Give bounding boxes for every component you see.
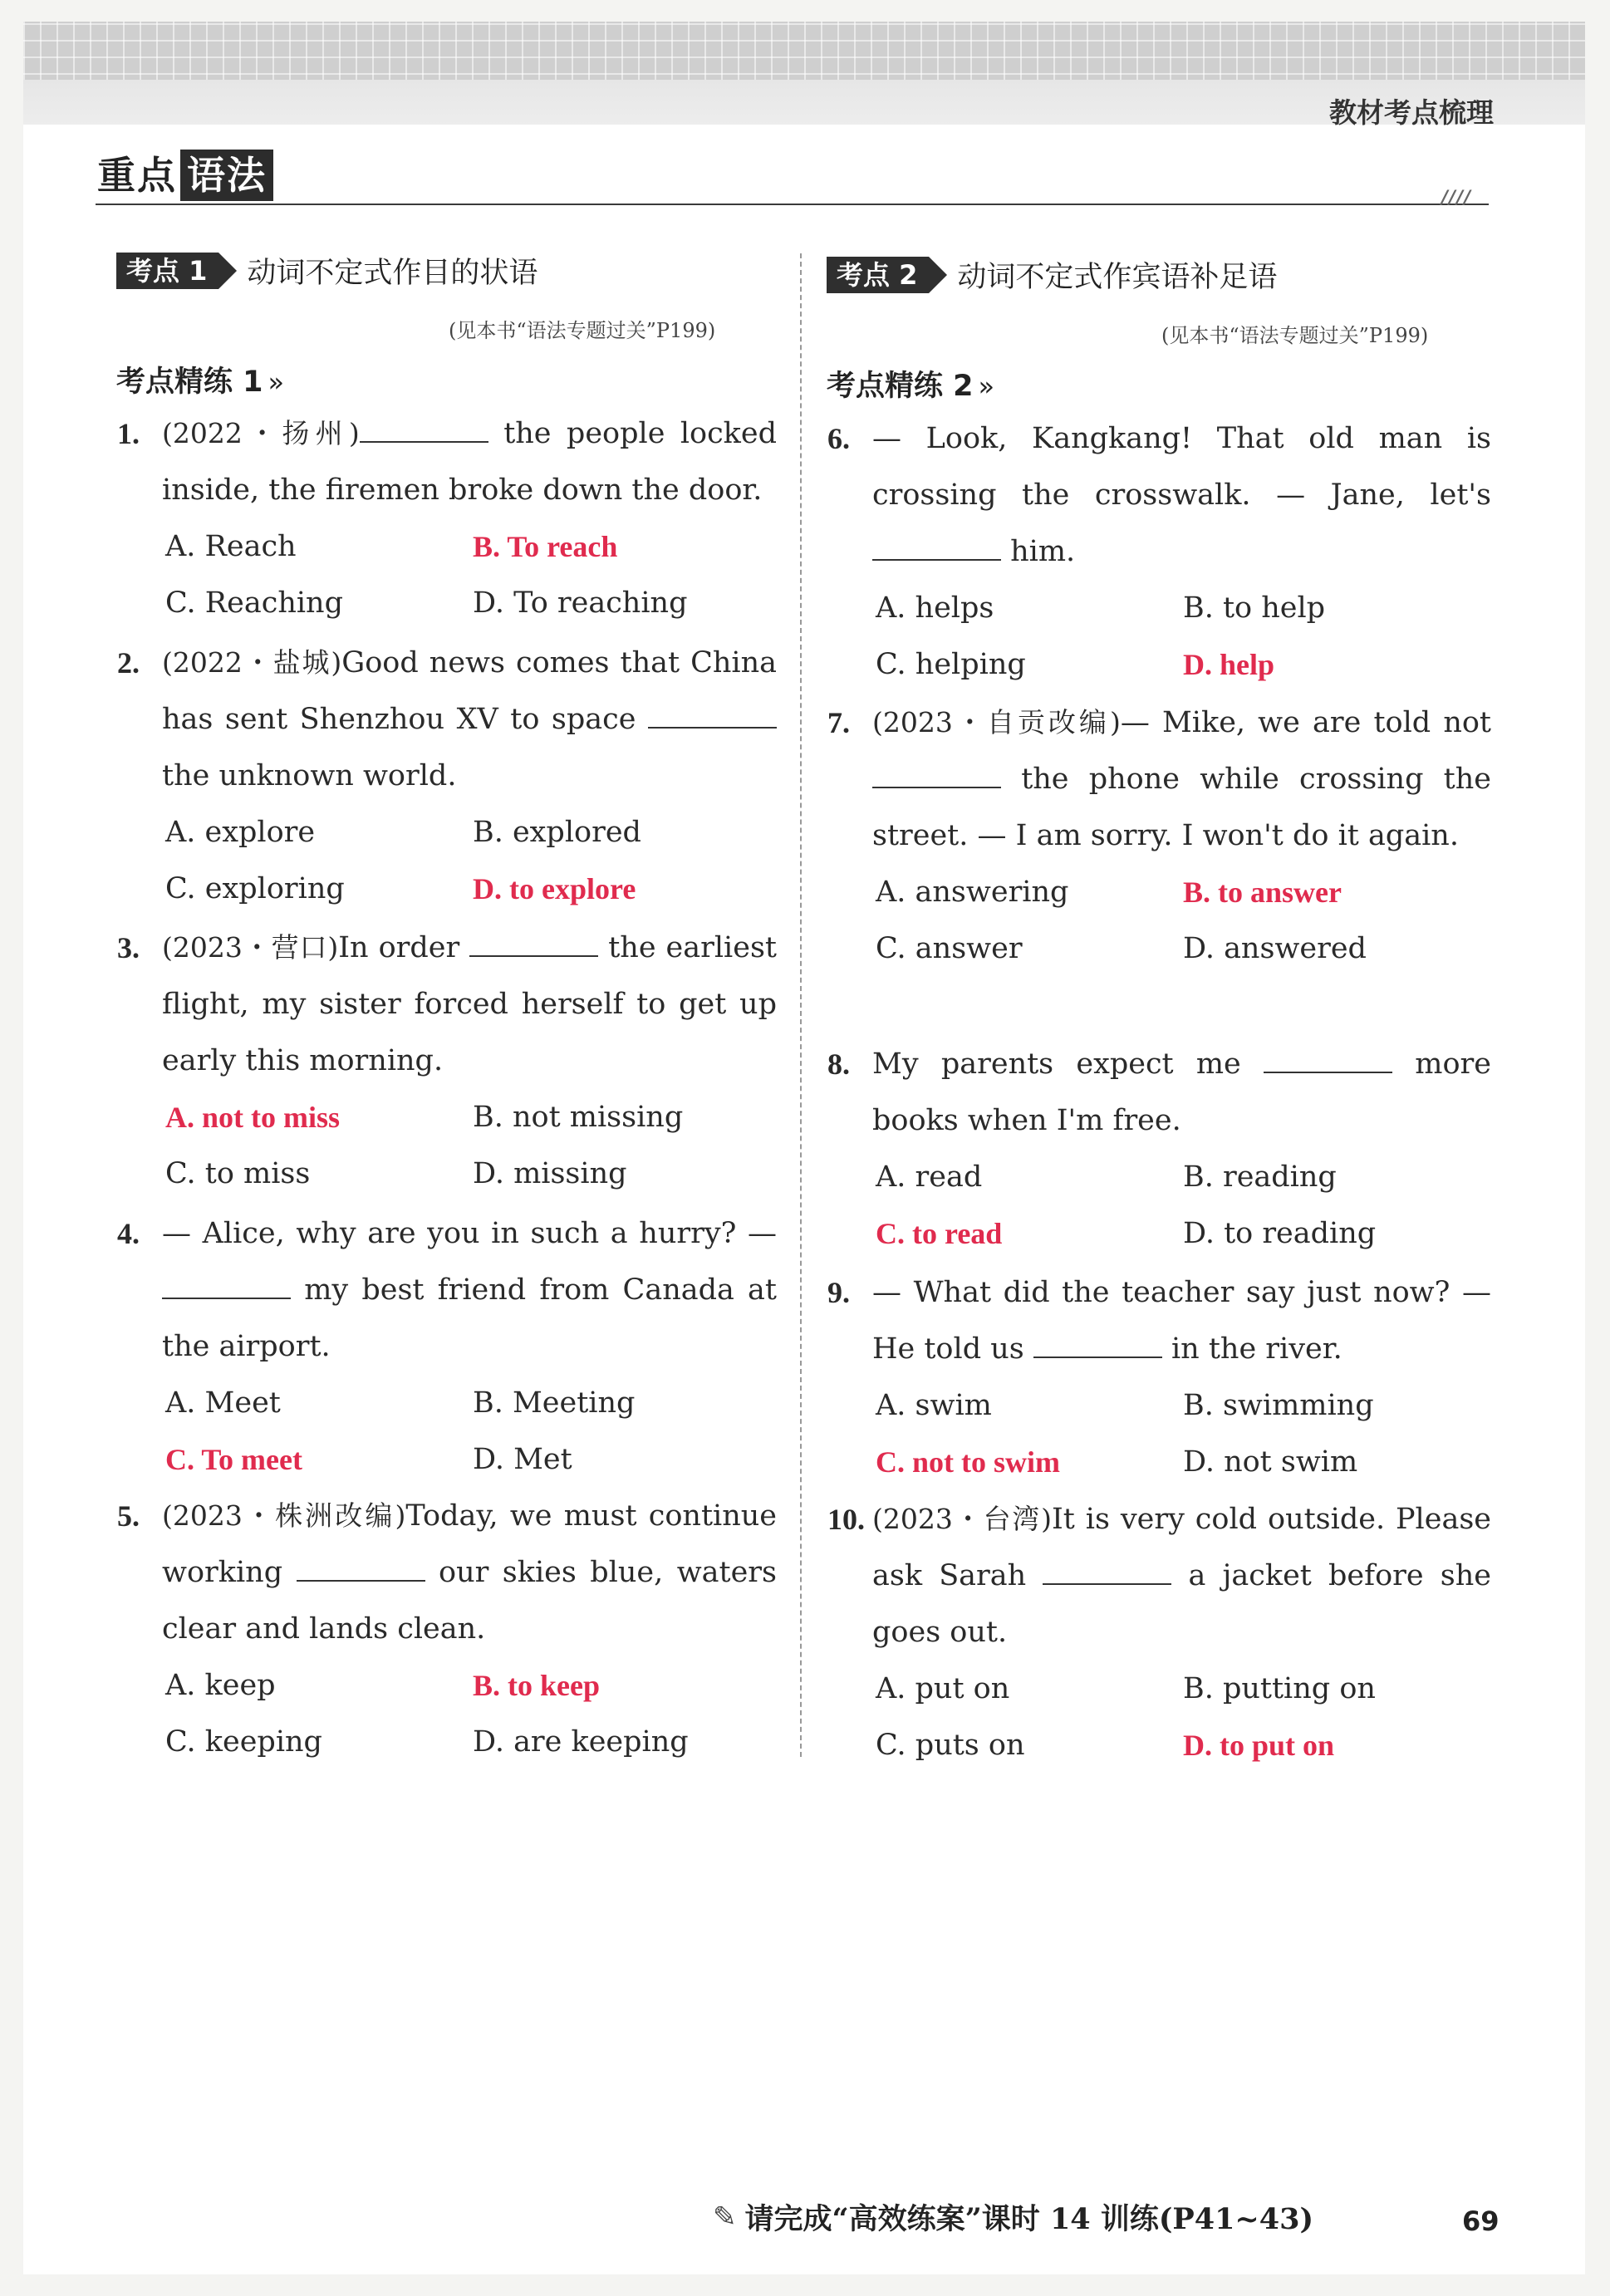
option: D. are keeping <box>473 1725 689 1759</box>
question-text-end: more books when I'm free. <box>872 1047 1491 1137</box>
question-stem <box>162 920 777 1089</box>
question-number: 10. <box>827 1503 865 1536</box>
header-label: 教材考点梳理 <box>1329 96 1494 129</box>
question-number: 8. <box>827 1047 850 1081</box>
option: B. swimming <box>1183 1389 1374 1422</box>
option: D. missing <box>473 1157 627 1190</box>
question-source: (2023・台湾) <box>872 1503 1052 1535</box>
question-source: (2023・株洲改编) <box>162 1499 406 1532</box>
option: B. to help <box>1183 591 1326 625</box>
option: D. answered <box>1183 932 1367 965</box>
left-topic-header <box>116 252 537 290</box>
question-number: 4. <box>117 1217 140 1250</box>
question-text-end: our skies blue, waters clear and lands clean. <box>162 1556 777 1646</box>
double-chevron-icon: » <box>268 366 285 398</box>
correct-option: C. To meet <box>165 1443 302 1476</box>
question-stem <box>162 405 777 518</box>
question-stem <box>872 1036 1491 1149</box>
option: A. explore <box>165 816 316 849</box>
question-stem <box>872 410 1491 580</box>
question-number: 9. <box>827 1276 850 1309</box>
left-topic-title: 动词不定式作目的状语 <box>247 257 538 290</box>
answer-blank <box>1264 1047 1392 1073</box>
option: C. exploring <box>165 872 345 905</box>
question-stem <box>162 1205 777 1375</box>
left-reference: (见本书“语法专题过关”P199) <box>449 319 716 342</box>
right-practice-heading <box>827 363 994 405</box>
option: A. read <box>876 1160 983 1194</box>
option: D. not swim <box>1183 1445 1358 1479</box>
correct-option: A. not to miss <box>165 1101 341 1134</box>
question-item <box>117 1205 777 1488</box>
question-text-end: in the river. <box>1161 1332 1342 1366</box>
answer-blank <box>360 416 488 443</box>
option: D. to reading <box>1183 1217 1377 1250</box>
option: D. To reaching <box>473 586 688 620</box>
column-divider <box>800 253 802 1757</box>
question-item <box>827 410 1491 693</box>
option: A. answering <box>876 876 1069 909</box>
left-practice-label: 考点精练 1 <box>116 365 263 399</box>
question-text-end: the unknown world. <box>162 759 457 792</box>
question-number: 5. <box>117 1499 140 1533</box>
right-topic-header <box>827 256 1277 294</box>
question-item <box>827 1264 1491 1490</box>
question-text-start: — Look, Kangkang! That old man is crossing the crosswalk. — Jane, let's <box>872 422 1491 512</box>
question-stem <box>162 1488 777 1657</box>
left-topic-tag: 考点 1 <box>116 253 218 289</box>
answer-blank <box>872 534 1001 561</box>
section-rule-marks: //// <box>1441 188 1472 209</box>
answer-blank <box>1043 1558 1171 1585</box>
question-text-end: my best friend from Canada at the airport. <box>162 1273 777 1363</box>
correct-option: D. to explore <box>473 872 636 905</box>
option: B. explored <box>473 816 641 849</box>
option-grid <box>162 1657 777 1770</box>
question-source: (2023・营口) <box>162 931 339 964</box>
option: C. to miss <box>165 1157 311 1190</box>
option: C. Reaching <box>165 586 343 620</box>
option: B. not missing <box>473 1101 684 1134</box>
option: C. answer <box>876 932 1023 965</box>
section-title <box>96 150 273 201</box>
question-number: 3. <box>117 931 140 964</box>
question-stem <box>872 1491 1491 1661</box>
question-text-start: — Alice, why are you in such a hurry? — <box>162 1217 777 1250</box>
question-text-start: — Mike, we are told not <box>1120 706 1492 739</box>
footer-note <box>713 2196 1313 2238</box>
question-stem <box>872 694 1491 864</box>
option: A. keep <box>165 1669 276 1702</box>
question-stem <box>162 635 777 804</box>
option-grid <box>162 804 777 917</box>
question-number: 7. <box>827 706 850 739</box>
option-grid <box>872 580 1491 693</box>
option: B. Meeting <box>473 1386 636 1420</box>
right-topic-title: 动词不定式作宾语补足语 <box>957 261 1278 294</box>
option-grid <box>872 1377 1491 1490</box>
option: A. Reach <box>165 530 297 563</box>
option-grid <box>162 518 777 631</box>
footer-text: 请完成“高效练案”课时 14 训练(P41~43) <box>744 2202 1314 2236</box>
option-grid <box>162 1375 777 1488</box>
question-number: 6. <box>827 422 850 455</box>
question-text-start: Today, we must continue working <box>162 1499 778 1589</box>
question-item <box>827 1036 1491 1262</box>
option: C. puts on <box>876 1729 1025 1762</box>
answer-blank <box>162 1273 291 1299</box>
option-grid <box>872 864 1491 977</box>
question-text-end: him. <box>1001 535 1076 568</box>
question-number: 1. <box>117 417 140 450</box>
option: C. helping <box>876 648 1026 681</box>
question-text-start: Good news comes that China has sent Shenzhou XV to space <box>162 646 778 736</box>
pen-icon: ✎ <box>713 2200 737 2234</box>
option: A. helps <box>876 591 994 625</box>
question-source: (2022・盐城) <box>162 646 342 679</box>
option: B. reading <box>1183 1160 1337 1194</box>
question-item <box>117 635 778 917</box>
answer-blank <box>1033 1332 1162 1358</box>
option: A. Meet <box>165 1386 281 1420</box>
correct-option: B. to keep <box>473 1669 600 1702</box>
correct-option: B. to answer <box>1183 876 1342 909</box>
question-text-start: It is very cold outside. Please ask Sarah <box>872 1503 1492 1592</box>
question-item <box>117 405 778 631</box>
answer-blank <box>297 1555 425 1582</box>
option-grid <box>162 1089 777 1202</box>
question-text-start: In order <box>338 931 470 964</box>
right-topic-tag: 考点 2 <box>827 257 929 293</box>
question-item <box>117 920 777 1202</box>
option: C. keeping <box>165 1725 322 1759</box>
section-title-light: 重点 <box>97 153 177 198</box>
section-rule <box>96 204 1489 205</box>
question-text-end: a jacket before she goes out. <box>872 1559 1491 1649</box>
question-text-end: the people locked inside, the firemen broke down the door. <box>162 417 778 507</box>
question-item <box>117 1488 778 1770</box>
answer-blank <box>872 762 1001 788</box>
question-item <box>827 694 1492 977</box>
right-practice-label: 考点精练 2 <box>827 370 974 403</box>
answer-blank <box>648 702 777 729</box>
option: D. Met <box>473 1443 572 1476</box>
left-practice-heading <box>116 359 284 400</box>
correct-option: C. not to swim <box>876 1445 1060 1479</box>
question-item <box>827 1491 1492 1774</box>
option-grid <box>872 1661 1491 1774</box>
question-number: 2. <box>117 646 140 679</box>
question-source: (2023・自贡改编) <box>872 706 1121 738</box>
question-text-end: the phone while crossing the street. — I am sorry. I won't do it again. <box>872 763 1491 852</box>
option: A. swim <box>876 1389 992 1422</box>
page-number: 69 <box>1462 2205 1500 2237</box>
right-reference: (见本书“语法专题过关”P199) <box>1161 324 1429 347</box>
question-text-end: the earliest flight, my sister forced herself to get up early this morning. <box>162 931 777 1077</box>
correct-option: D. to put on <box>1183 1729 1335 1762</box>
question-text-start: My parents expect me <box>872 1047 1264 1081</box>
double-chevron-icon: » <box>978 370 995 402</box>
option-grid <box>872 1149 1491 1262</box>
option: A. put on <box>876 1672 1010 1705</box>
question-stem <box>872 1264 1491 1377</box>
question-source: (2022・扬州) <box>162 417 360 449</box>
correct-option: D. help <box>1183 648 1275 681</box>
correct-option: B. To reach <box>473 530 618 563</box>
section-title-dark: 语法 <box>180 150 273 201</box>
question-text-start: — What did the teacher say just now? — He told us <box>872 1276 1491 1366</box>
answer-blank <box>469 930 598 957</box>
option: B. putting on <box>1183 1672 1376 1705</box>
correct-option: C. to read <box>876 1217 1003 1250</box>
